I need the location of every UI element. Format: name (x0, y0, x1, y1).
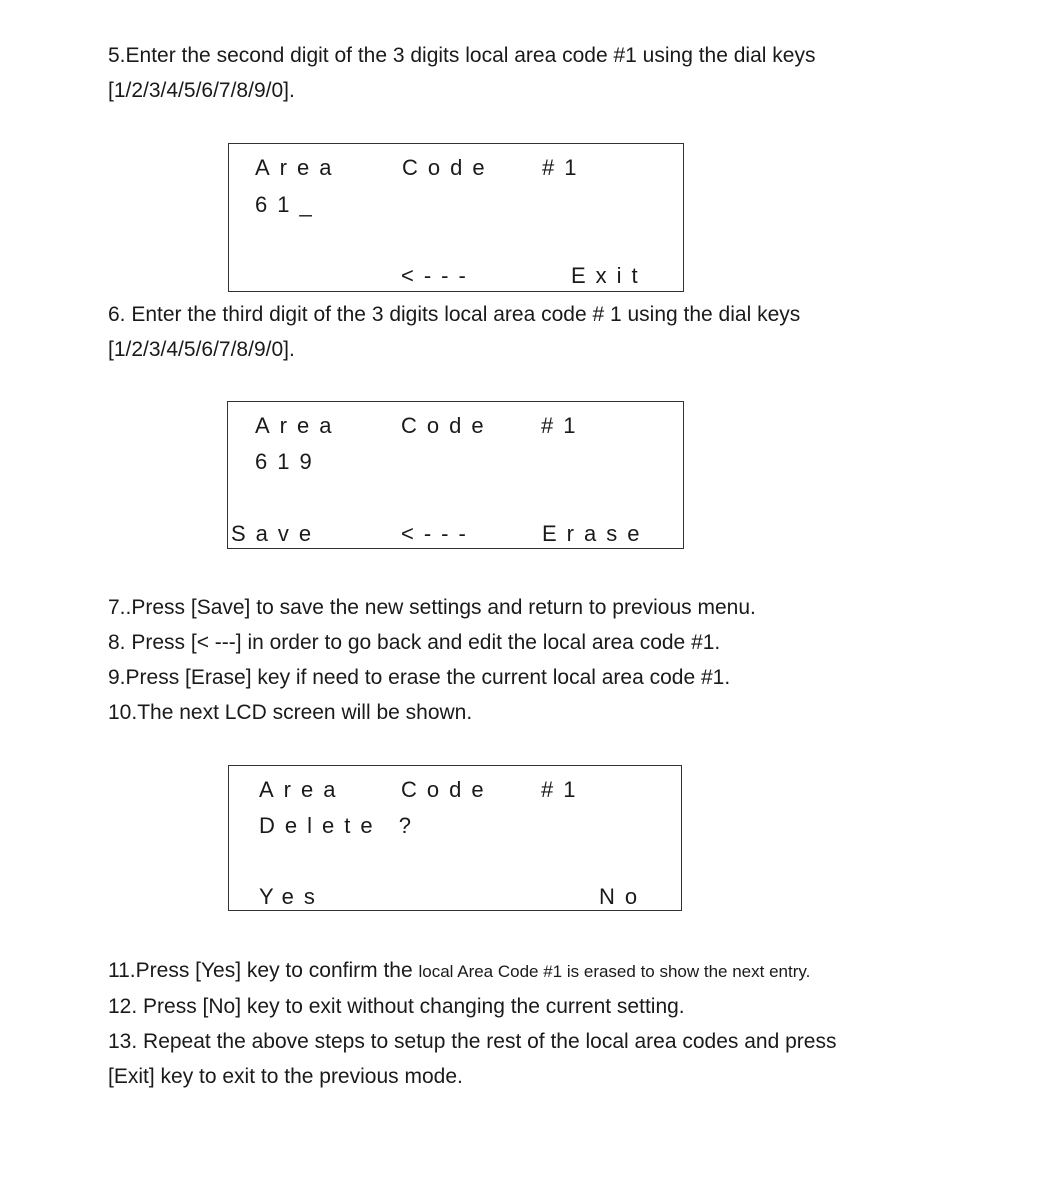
lcd-delete-question: Delete ? (259, 813, 421, 838)
step-11-part-1: 11.Press [Yes] key to confirm the (108, 959, 419, 982)
lcd-entry-value: 619 (255, 449, 322, 474)
lcd-code-label: Code (401, 777, 494, 802)
step-7-line: 7..Press [Save] to save the new settings and return to previous menu. (108, 596, 756, 619)
step-12-line: 12. Press [No] key to exit without changing the current setting. (108, 995, 685, 1018)
lcd-back-softkey[interactable]: <--- (401, 521, 476, 546)
lcd-erase-softkey[interactable]: Erase (542, 521, 650, 546)
step-9-line: 9.Press [Erase] key if need to erase the current local area code #1. (108, 666, 731, 689)
lcd-exit-softkey[interactable]: Exit (571, 263, 648, 288)
lcd-screen-second-digit (228, 143, 684, 292)
step-11-part-2: local Area Code #1 is erased to show the next entry. (418, 962, 811, 981)
step-13-line-2: [Exit] key to exit to the previous mode. (108, 1065, 463, 1088)
lcd-number-label: #1 (542, 155, 587, 180)
step-10-line: 10.The next LCD screen will be shown. (108, 701, 473, 724)
lcd-area-label: Area (255, 155, 342, 180)
step-13-line-1: 13. Repeat the above steps to setup the rest of the local area codes and press (108, 1030, 837, 1053)
step-5-instruction (108, 38, 815, 108)
steps-11-to-13 (108, 953, 836, 1094)
step-5-line-1: 5.Enter the second digit of the 3 digits local area code #1 using the dial keys (108, 44, 816, 67)
step-11-line (108, 953, 836, 989)
lcd-number-label: #1 (541, 413, 586, 438)
steps-7-to-10 (108, 590, 756, 730)
lcd-back-softkey[interactable]: <--- (401, 263, 476, 288)
lcd-code-label: Code (402, 155, 495, 180)
lcd-yes-softkey[interactable]: Yes (259, 884, 325, 909)
lcd-screen-delete-confirm (228, 765, 682, 911)
step-6-line-1: 6. Enter the third digit of the 3 digits local area code # 1 using the dial keys (108, 303, 801, 326)
lcd-no-softkey[interactable]: No (599, 884, 648, 909)
lcd-save-softkey[interactable]: Save (231, 521, 322, 546)
lcd-entry-value: 61_ (255, 192, 322, 217)
step-5-line-2: [1/2/3/4/5/6/7/8/9/0]. (108, 79, 295, 102)
lcd-number-label: #1 (541, 777, 586, 802)
step-8-line: 8. Press [< ---] in order to go back and edit the local area code #1. (108, 631, 721, 654)
lcd-area-label: Area (259, 777, 346, 802)
step-6-instruction (108, 297, 800, 367)
lcd-screen-third-digit (227, 401, 684, 549)
lcd-code-label: Code (401, 413, 494, 438)
step-6-line-2: [1/2/3/4/5/6/7/8/9/0]. (108, 338, 295, 361)
lcd-area-label: Area (255, 413, 342, 438)
